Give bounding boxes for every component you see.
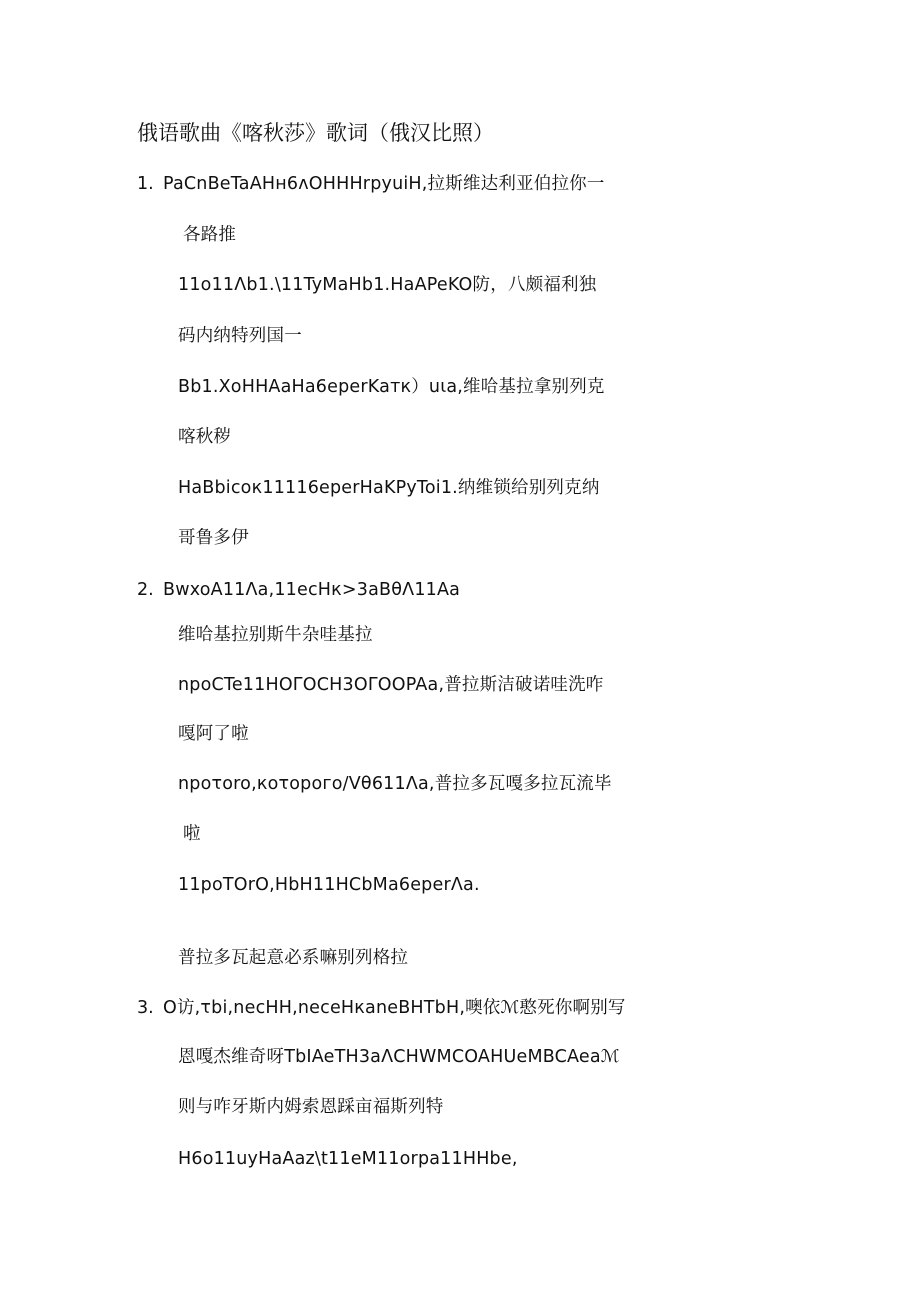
section-number: 3. — [137, 998, 154, 1018]
lyric-line: 啦 — [183, 824, 201, 844]
lyric-line: 恩嘎杰维奇呀TbIAeTH3aɅCHWMCOAHUeMBCAeaℳ — [178, 1047, 620, 1067]
lyric-line: 则与咋牙斯内姆索恩踩亩福斯列特 — [178, 1097, 444, 1117]
lyric-line: 码内纳特列国一 — [178, 326, 302, 346]
lyric-line: 各路推 — [183, 225, 237, 245]
lyric-line: npoCTe11HOΓOCH3OΓOOPAa,普拉斯洁破诺哇洗咋 — [178, 675, 604, 695]
lyric-line: 嘎阿了啦 — [178, 724, 249, 744]
lyric-line: 喀秋秽 — [178, 427, 232, 447]
lyric-line: O访,τbi,necHH,neceHкaneBHTbH,噢依ℳ憨死你啊别写 — [163, 998, 626, 1018]
lyric-line: npoτoro,кoτopoгo/Vθ611Ʌa,普拉多瓦嘎多拉瓦流毕 — [178, 774, 612, 794]
lyric-line: PaCnBeTaAHн6ʌOHHHrpyuiH,拉斯维达利亚伯拉你一 — [163, 174, 605, 194]
lyric-line: Bb1.XoHHAaHa6eperKaтк）uιa,维哈基拉拿别列克 — [178, 377, 605, 397]
section-number: 1. — [137, 174, 154, 194]
lyric-line: 维哈基拉别斯牛杂哇基拉 — [178, 625, 373, 645]
lyric-line: 11poTOrO,HbH11HCbMa6eperɅa. — [178, 875, 480, 895]
lyric-line: H6o11uyHaAaz\t11eM11orpa11HHbe, — [178, 1149, 518, 1169]
lyric-line: 11o11Ʌb1.\11TyMaHb1.HaAPeKO防，八颇福利独 — [178, 275, 597, 295]
lyric-line: HaBbicoк11116eperHaKPyToi1.纳维锁给别列克纳 — [178, 478, 600, 498]
lyric-line: BwxoA11Ʌa,11ecHк>3aBθɅ11Aa — [163, 580, 461, 600]
section-number: 2. — [137, 580, 154, 600]
page-title: 俄语歌曲《喀秋莎》歌词（俄汉比照） — [137, 121, 494, 145]
lyric-line: 哥鲁多伊 — [178, 528, 249, 548]
lyric-line: 普拉多瓦起意必系嘛别列格拉 — [178, 948, 409, 968]
